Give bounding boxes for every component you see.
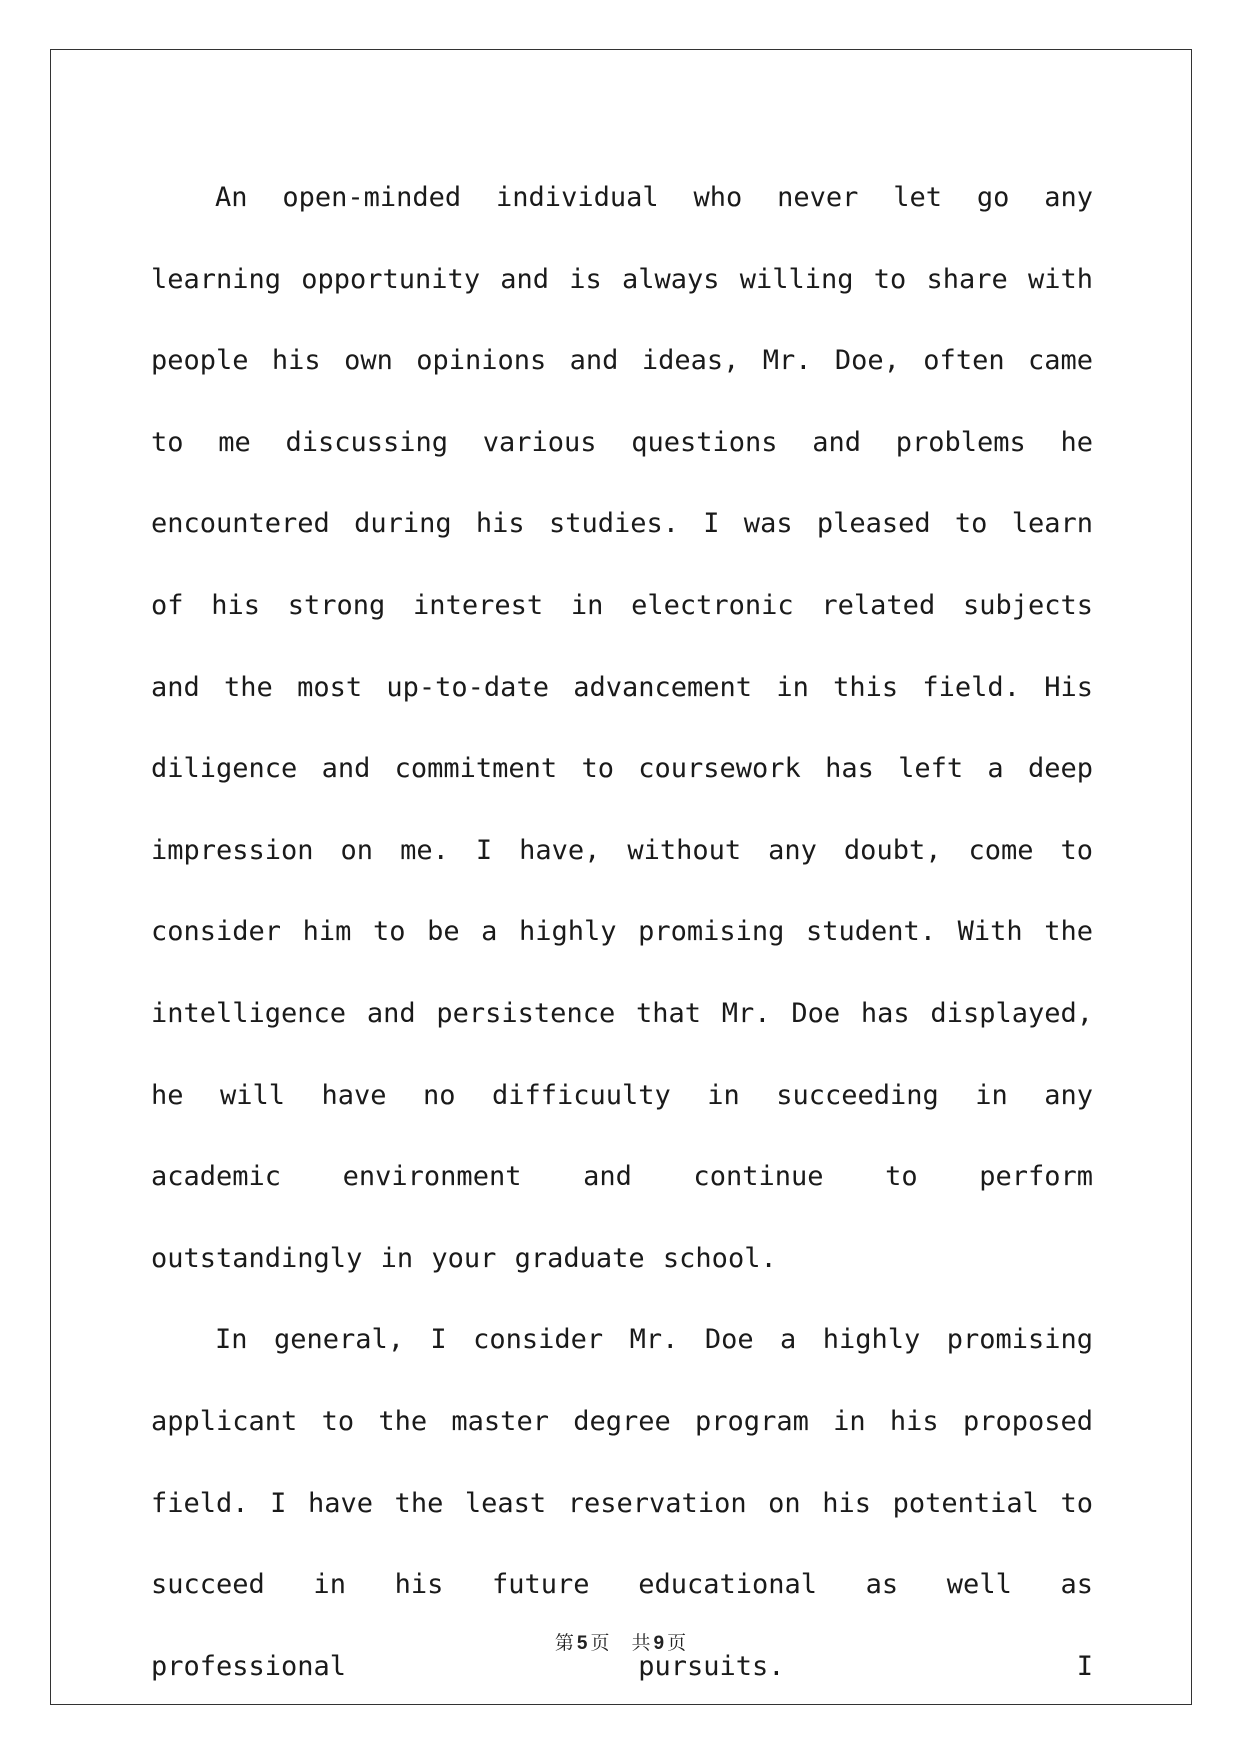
- total-prefix: 共: [631, 1632, 651, 1654]
- paragraph-conclusion: In general, I consider Mr. Doe a highly promising applicant to the master degree program in his proposed field. I have the least reservation on his potential to succeed in his future educational as well as professional pursuits. I: [151, 1324, 1093, 1682]
- document-body: [151, 157, 1093, 1707]
- paragraph-recommendation: An open-minded individual who never let go any learning opportunity and is always willing to share with people his own opinions and ideas, Mr. Doe, often came to me discussing various questions and problems he encountered during his studies. I was pleased to learn of his strong interest in electronic related subjects and the most up-to-date advancement in this field. His diligence and commitment to coursework has left a deep impression on me. I have, without any doubt, come to consider him to be a highly promising student. With the intelligence and persistence that Mr. Doe has displayed, he will have no difficuulty in succeeding in any academic environment and continue to perform outstandingly in your graduate school.: [151, 182, 1093, 1274]
- page-footer: [0, 1628, 1241, 1655]
- total-page-count: 9: [653, 1633, 665, 1654]
- page-prefix: 第: [554, 1632, 574, 1654]
- total-suffix: 页: [667, 1632, 687, 1654]
- current-page-number: 5: [576, 1633, 588, 1654]
- page-suffix: 页: [590, 1632, 610, 1654]
